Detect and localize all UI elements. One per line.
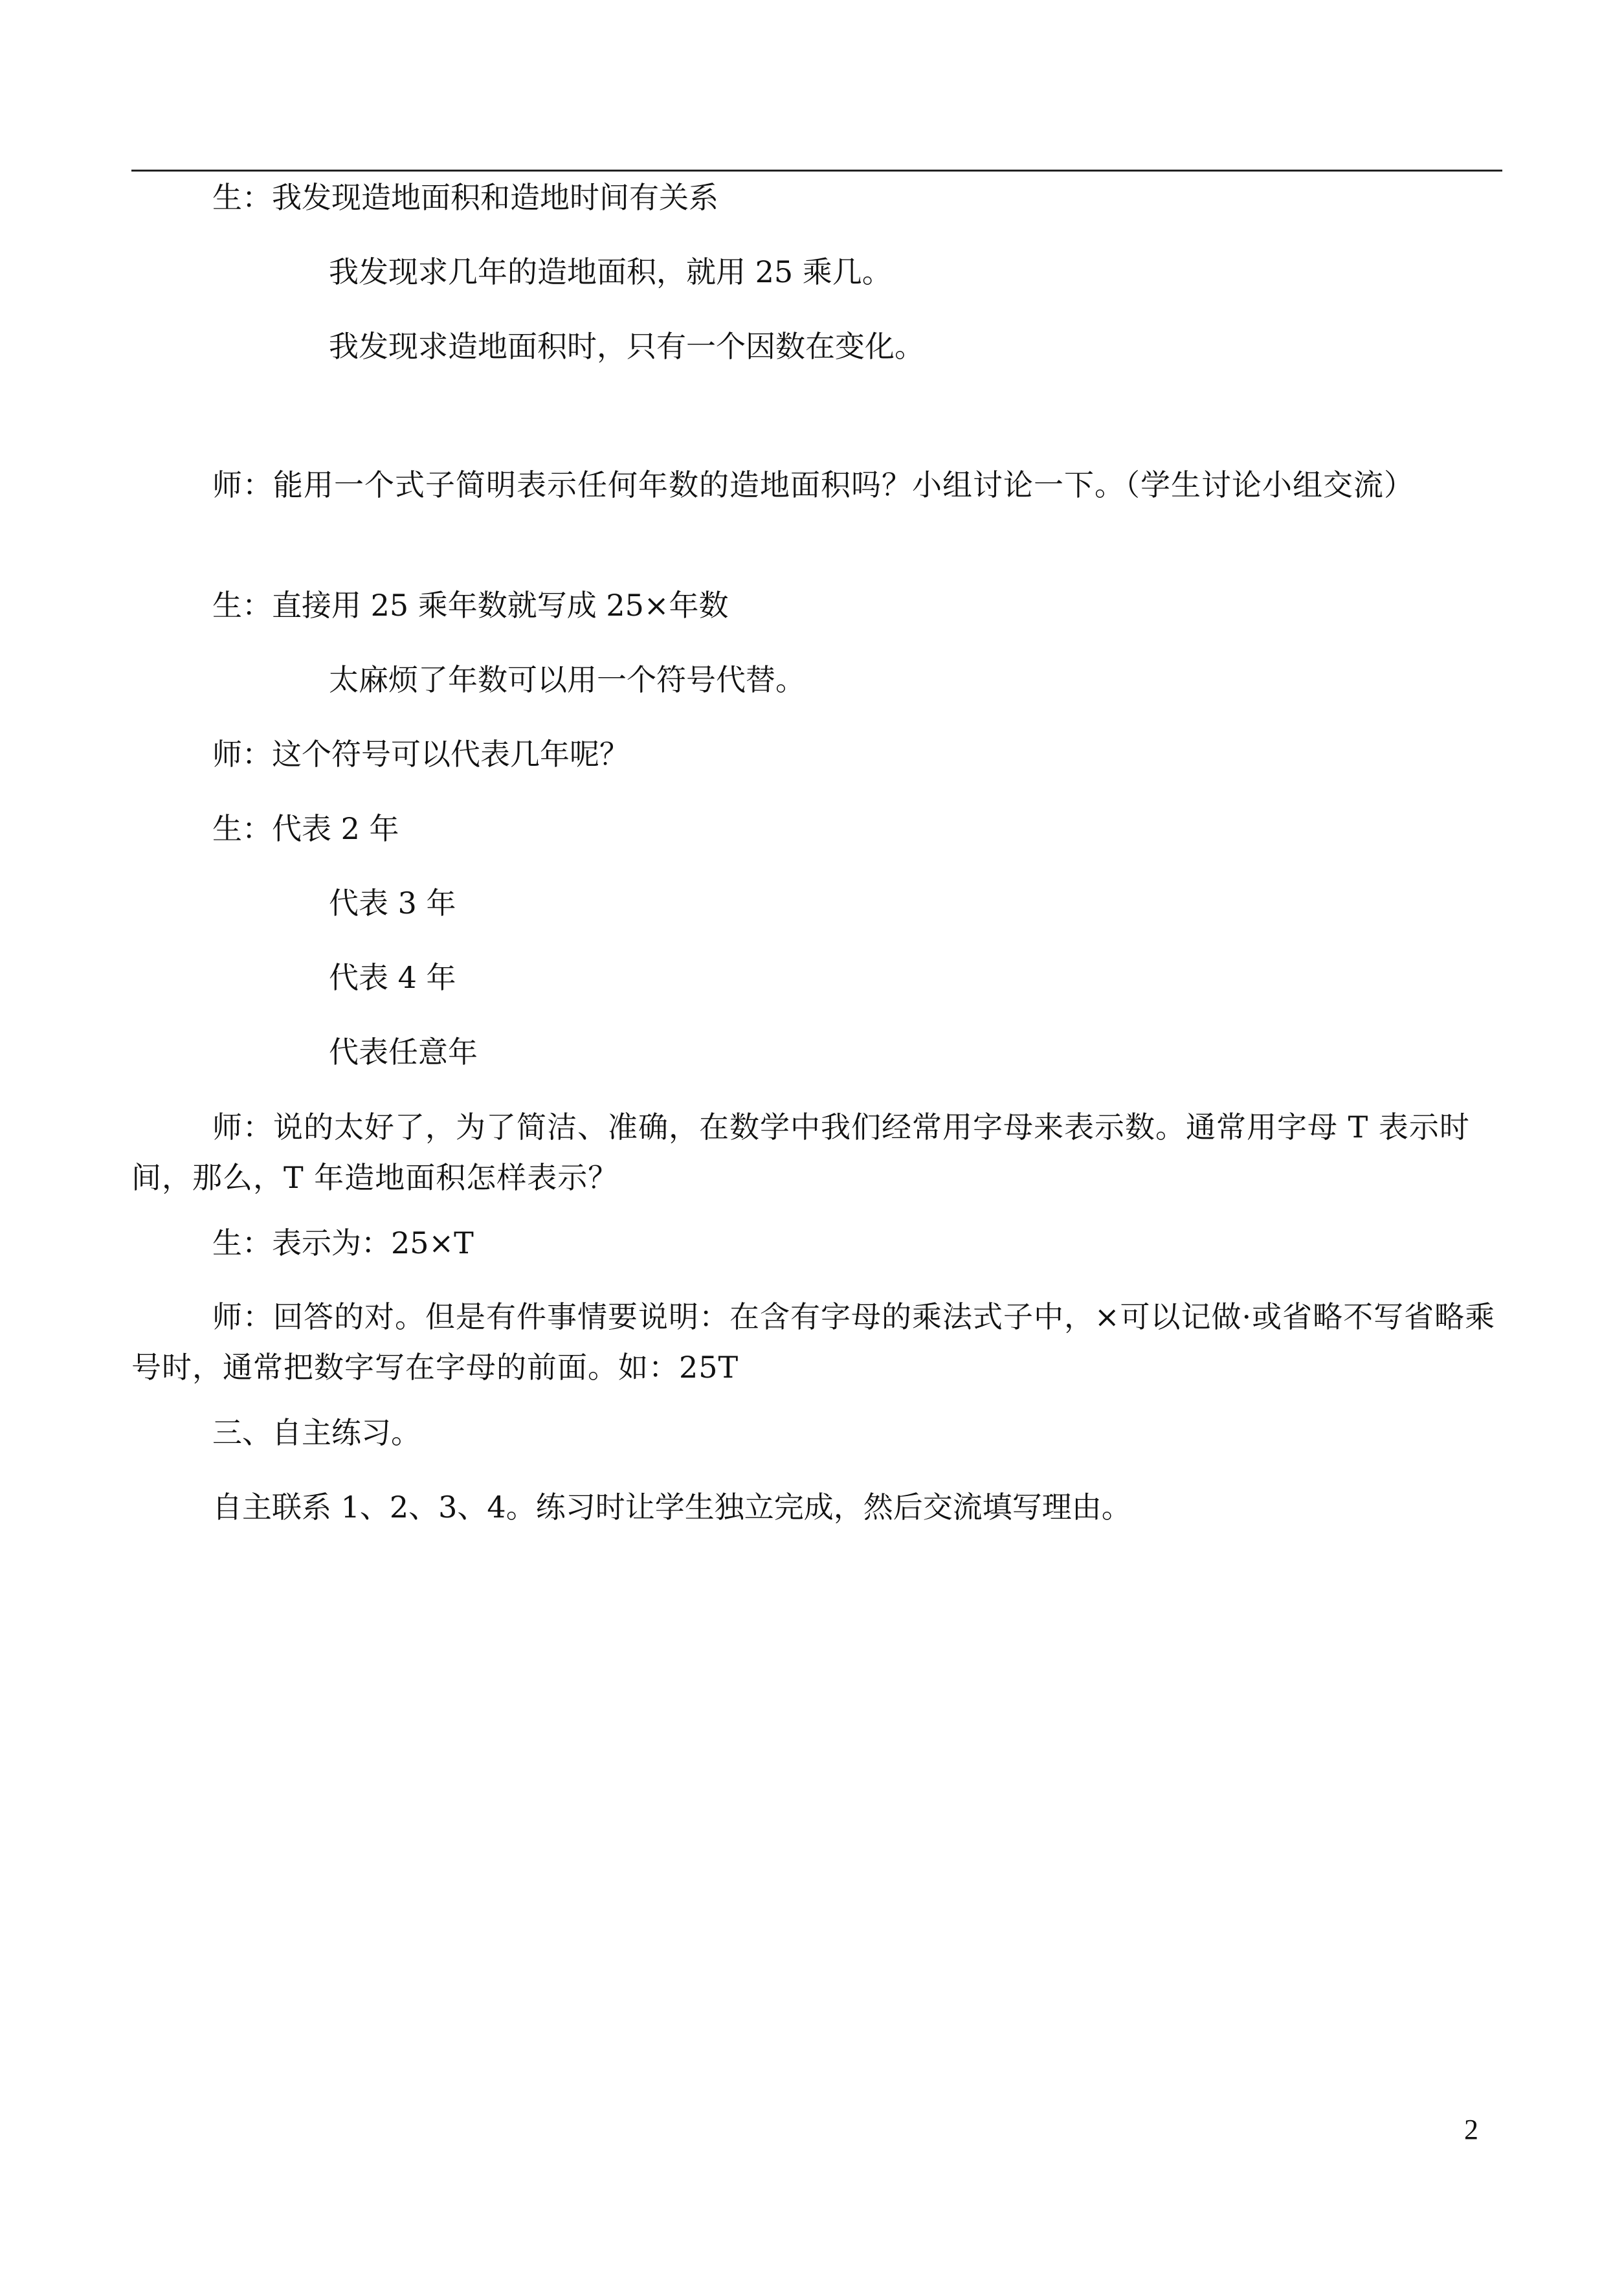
student-line-4: 生：直接用 25 乘年数就写成 25×年数: [212, 588, 729, 623]
section-heading: 三、自主练习。: [212, 1415, 421, 1450]
teacher-paragraph-3: 师：说的太好了，为了简洁、准确，在数学中我们经常用字母来表示数。通常用字母 T 表示时间，那么，T 年造地面积怎样表示？: [131, 1110, 1470, 1195]
student-line-5: 太麻烦了年数可以用一个符号代替。: [329, 662, 805, 697]
student-line-10: 生：表示为：25×T: [212, 1225, 474, 1260]
page-number: 2: [1464, 2114, 1478, 2145]
student-line-7: 代表 3 年: [329, 886, 456, 921]
teacher-paragraph-1: 师：能用一个式子简明表示任何年数的造地面积吗？小组讨论一下。（学生讨论小组交流）: [212, 467, 1414, 502]
student-line-3: 我发现求造地面积时，只有一个因数在变化。: [329, 329, 924, 364]
student-line-9: 代表任意年: [329, 1035, 478, 1069]
student-line-1: 生：我发现造地面积和造地时间有关系: [212, 180, 718, 215]
teacher-line-2: 师：这个符号可以代表几年呢？: [212, 737, 629, 772]
teacher-paragraph-4: 师：回答的对。但是有件事情要说明：在含有字母的乘法式子中，×可以记做·或省略不写省略乘号时，通常把数字写在字母的前面。如：25T: [131, 1299, 1496, 1385]
practice-line: 自主联系 1、2、3、4。练习时让学生独立完成，然后交流填写理由。: [212, 1490, 1131, 1525]
student-line-8: 代表 4 年: [329, 960, 456, 995]
student-line-2: 我发现求几年的造地面积，就用 25 乘几。: [329, 254, 892, 289]
student-line-6: 生：代表 2 年: [212, 811, 399, 846]
header-rule: [131, 170, 1502, 172]
